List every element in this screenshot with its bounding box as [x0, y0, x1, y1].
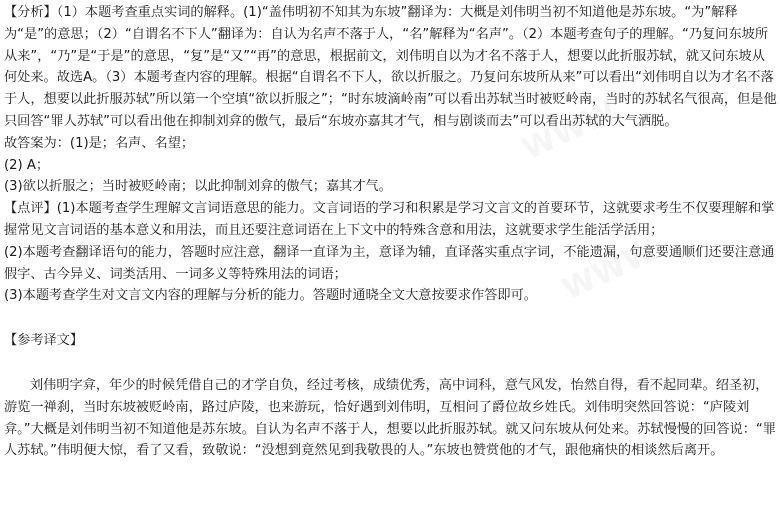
spacer [4, 307, 778, 330]
analysis-paragraph: 【分析】（1）本题考查重点实词的解释。(1)“盖伟明初不知其为东坡”翻译为：大概是刘伟明当初不知道他是苏东坡。“为”解释为“是”的意思；（2）“自谓名不下人”翻译为：自认为名声不落于人，“名”解释为“名声”。（2）本题考查句子的理解。“乃复问东坡所从来”，“乃”是“于是”的意思，“复”是“又”“再”的意思，根据前文，刘伟明自以为才名不落于人，想要以此折服苏轼，就又问东坡从何处来。故选A。（3）本题考查内容的理解。根据“自谓名不下人，欲以折服之。乃复问东坡所从来”可以看出“刘伟明自以为才名不落于人，想要以此折服苏轼”所以第一个空填“欲以折服之”；“时东坡滴岭南”可以看出苏轼当时被贬岭南，当时的苏轼名气很高，但是他只回答“罪人苏轼”可以看出他在抑制刘弇的傲气，最后“东坡亦嘉其才气，相与剧谈而去”可以看出苏轼的大气洒脱。 [4, 5, 777, 129]
spacer [4, 352, 778, 375]
comment-2: (2)本题考查翻译语句的能力，答题时应注意，翻译一直译为主，意译为辅，直译落实重点字词，不能遗漏，句意要通顺们还要注意通假字、古今异义、词类活用、一词多义等特殊用法的词语； [4, 244, 775, 282]
translation-heading: 【参考译文】 [4, 333, 84, 349]
comment-1: 【点评】(1)本题考查学生理解文言词语意思的能力。文言词语的学习和积累是学习文言文的首要环节，这就要求考生不仅要理解和掌握常见文言词语的基本意义和用法，而且还要注意词语在上下文中的特殊含意和用法，这就要求学生能活学活用； [4, 201, 775, 238]
answer-intro: 故答案为：(1)是；名声、名望； [4, 135, 195, 151]
translation-body: 刘伟明字弇，年少的时候凭借自己的才学自负，经过考核，成绩优秀，高中词科，意气风发，怡然自得，看不起同辈。绍圣初，游览一禅刹，当时东坡被贬岭南，路过庐陵，也来游玩，恰好遇到刘伟明，互相问了爵位故乡姓氏。刘伟明突然回答说：“庐陵刘弇。”大概是刘伟明当初不知道他是苏东坡。自认为名声不落于人，想要以此折服苏轼。就又问东坡从何处来。苏轼慢慢的回答说：“罪人苏轼。”伟明便大惊，看了又看，致敬说：“没想到竟然见到我敬畏的人。”东坡也赞赏他的才气，跟他痛快的相谈然后离开。 [4, 377, 776, 459]
answer-2: (2) A； [4, 157, 50, 173]
answer-3: (3)欲以折服之；当时被贬岭南；以此抑制刘弇的傲气；嘉其才气。 [4, 179, 392, 195]
solution-document [4, 2, 778, 462]
comment-3: (3)本题考查学生对文言文内容的理解与分析的能力。答题时通晓全文大意按要求作答即可。 [4, 288, 537, 304]
